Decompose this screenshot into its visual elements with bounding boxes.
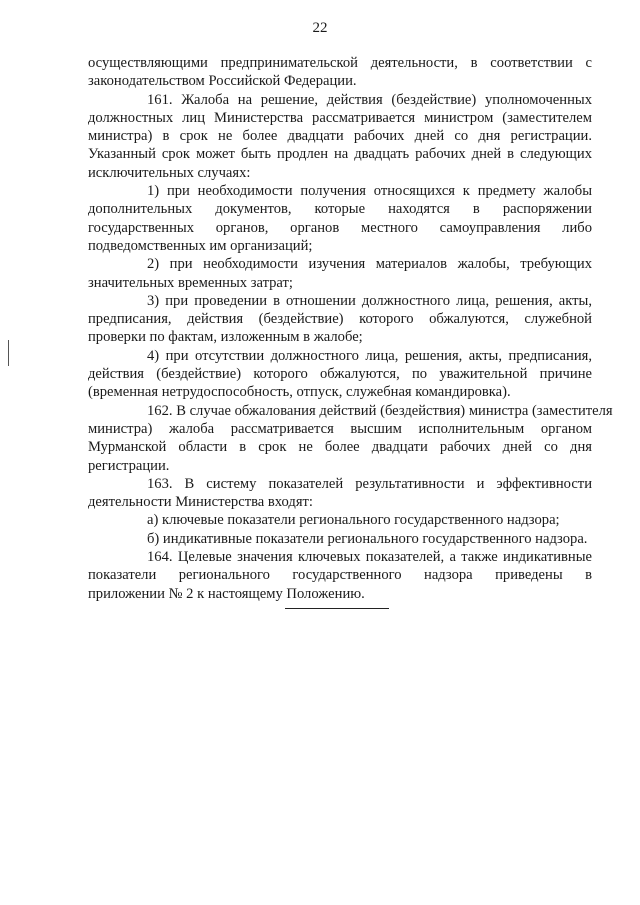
document-body [88, 54, 613, 603]
paragraph-161-item-1 [88, 182, 592, 255]
text-line: показатели регионального государственного надзора приведены в [88, 567, 592, 584]
text-line: (временная нетрудоспособность, отпуск, служебная командировка). [88, 384, 511, 401]
text-line: проверки по фактам, изложенным в жалобе; [88, 329, 363, 346]
text-line: 164. Целевые значения ключевых показателей, а также индикативные [147, 549, 592, 566]
paragraph-161 [88, 91, 592, 182]
paragraph-163-item-b [88, 530, 592, 548]
text-line: действия (бездействие) которого обжалуются, по уважительной причине [88, 366, 592, 383]
text-line: а) ключевые показатели регионального государственного надзора; [147, 512, 560, 529]
text-line: значительных временных затрат; [88, 274, 293, 291]
text-line: б) индикативные показатели регионального государственного надзора. [147, 530, 588, 547]
paragraph-164 [88, 548, 592, 603]
page-number: 22 [312, 20, 328, 36]
text-line: 161. Жалоба на решение, действия (бездействие) уполномоченных [147, 91, 592, 108]
text-line: предписания, действия (бездействие) которого обжалуются, служебной [88, 311, 592, 328]
text-line: 163. В систему показателей результативности и эффективности [147, 475, 592, 492]
paragraph-162 [88, 402, 613, 475]
text-line: деятельности Министерства входят: [88, 494, 313, 511]
paragraph-161-item-4 [88, 347, 592, 402]
paragraph-161-item-3 [88, 292, 592, 347]
text-line: регистрации. [88, 457, 170, 474]
text-line: законодательством Российской Федерации. [88, 73, 357, 90]
paragraph-161-item-2 [88, 255, 592, 292]
text-line: государственных органов, органов местного самоуправления либо [88, 219, 592, 236]
text-line: осуществляющими предпринимательской деятельности, в соответствии с [88, 55, 592, 71]
text-line: министра) жалоба рассматривается высшим исполнительным органом [88, 420, 592, 437]
text-line: приложении № 2 к настоящему Положению. [88, 585, 365, 602]
text-line: Указанный срок может быть продлен на двадцать рабочих дней в следующих [88, 146, 592, 163]
text-line: 162. В случае обжалования действий (бездействия) министра (заместителя [147, 402, 613, 419]
text-line: подведомственных им организаций; [88, 237, 313, 254]
scan-margin-mark [8, 340, 9, 366]
text-line: 3) при проведении в отношении должностного лица, решения, акты, [147, 292, 592, 309]
paragraph-163-item-a [88, 511, 592, 529]
text-line: 1) при необходимости получения относящихся к предмету жалобы [147, 183, 592, 200]
paragraph-continuation [88, 54, 592, 91]
text-line: Мурманской области в срок не более двадцати рабочих дней со дня [88, 439, 592, 456]
text-line: должностных лиц Министерства рассматривается министром (заместителем [88, 109, 592, 126]
text-line: дополнительных документов, которые находятся в распоряжении [88, 201, 592, 218]
text-line: исключительных случаях: [88, 164, 251, 181]
end-of-text-separator [285, 608, 389, 609]
text-line: 2) при необходимости изучения материалов жалобы, требующих [147, 256, 592, 273]
paragraph-163 [88, 475, 592, 512]
text-line: 4) при отсутствии должностного лица, решения, акты, предписания, [147, 347, 592, 364]
text-line: министра) в срок не более двадцати рабочих дней со дня регистрации. [88, 128, 592, 145]
